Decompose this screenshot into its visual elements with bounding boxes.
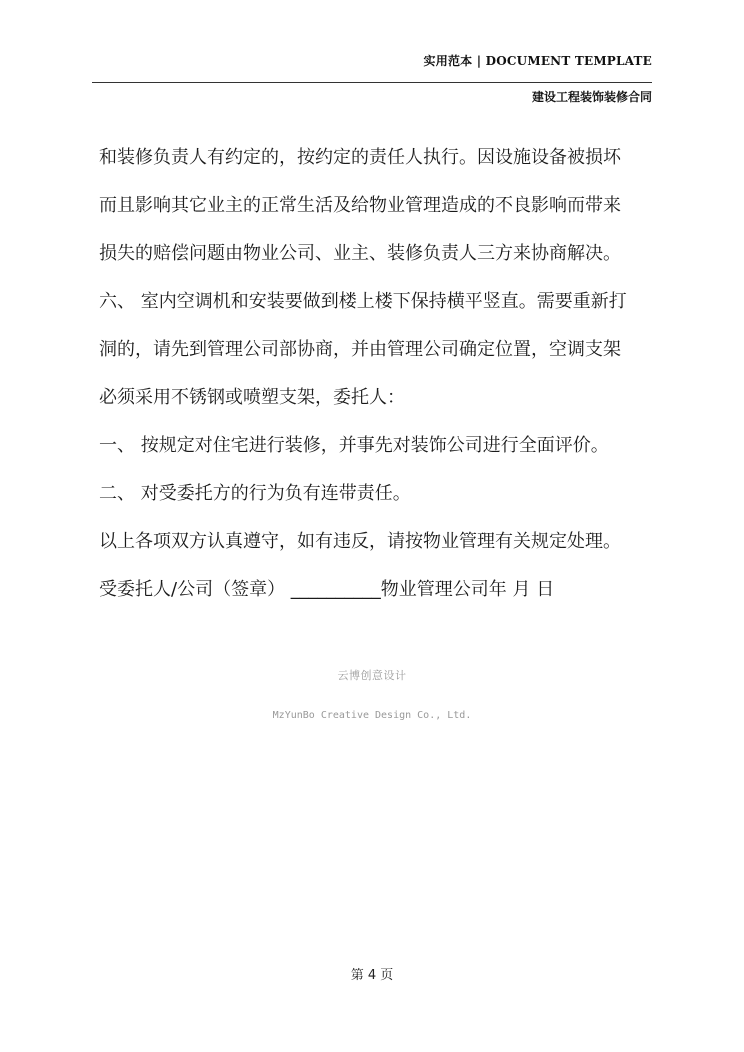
clause-six-line: 六、 室内空调机和安装要做到楼上楼下保持横平竖直。需要重新打 [99, 291, 627, 312]
body-line: 必须采用不锈钢或喷塑支架，委托人： [99, 387, 405, 408]
contract-body [99, 134, 669, 614]
clause-two-line: 二、 对受委托方的行为负有连带责任。 [99, 483, 411, 504]
body-line: 而且影响其它业主的正常生活及给物业管理造成的不良影响而带来 [99, 195, 621, 216]
signature-line: 受委托人/公司（签章） __________物业管理公司年 月 日 [99, 579, 555, 600]
body-line: 损失的赔偿问题由物业公司、业主、装修负责人三方来协商解决。 [99, 243, 621, 264]
closing-statement: 以上各项双方认真遵守，如有违反，请按物业管理有关规定处理。 [99, 531, 621, 552]
body-line: 和装修负责人有约定的，按约定的责任人执行。因设施设备被损坏 [99, 147, 621, 168]
clause-one-line: 一、 按规定对住宅进行装修，并事先对装饰公司进行全面评价。 [99, 435, 609, 456]
footer-company-cn: 云博创意设计 [337, 669, 407, 682]
footer-company-en: MzYunBo Creative Design Co., Ltd. [272, 710, 472, 721]
body-line: 洞的，请先到管理公司部协商，并由管理公司确定位置，空调支架 [99, 339, 621, 360]
page-number: 第 4 页 [350, 968, 394, 983]
header-divider [92, 82, 652, 83]
header-contract-title: 建设工程装饰装修合同 [531, 90, 652, 104]
header-document-label: 实用范本 | DOCUMENT TEMPLATE [423, 54, 652, 68]
